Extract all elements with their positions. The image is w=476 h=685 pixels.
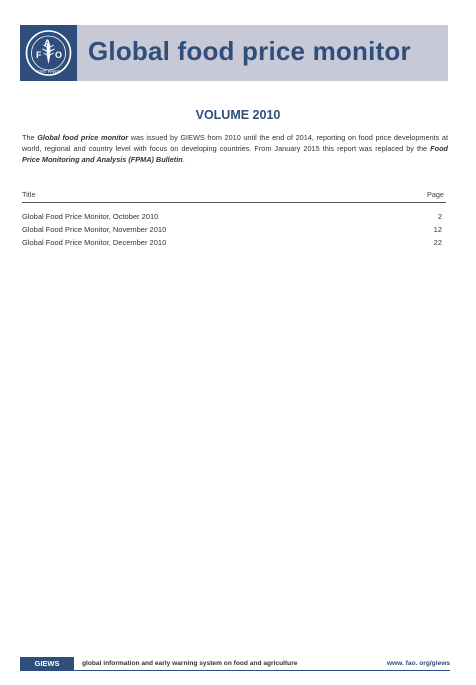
- fao-logo: [20, 25, 77, 81]
- toc-row-page: 2: [437, 212, 442, 221]
- footer-text: global information and early warning system on food and agriculture: [82, 660, 298, 667]
- toc-row-title[interactable]: Global Food Price Monitor, October 2010: [22, 212, 159, 221]
- footer-rule: [20, 670, 450, 671]
- toc-row[interactable]: [22, 210, 442, 223]
- logo-letter-a: A: [44, 38, 51, 48]
- footer-url-link[interactable]: www. fao. org/giews: [386, 660, 450, 667]
- toc-row[interactable]: [22, 223, 442, 236]
- toc-col-title: Title: [22, 190, 36, 199]
- logo-letter-f: F: [36, 50, 42, 60]
- toc-header: [22, 190, 444, 199]
- intro-text-2: was issued by GIEWS from 2010 until the end of 2014, reporting on food price developments at world, regional and country level with focus on developing countries. From January 2015 this report was replaced by the: [22, 133, 448, 153]
- logo-letter-o: O: [55, 50, 63, 60]
- toc-row-title[interactable]: Global Food Price Monitor, November 2010: [22, 225, 167, 234]
- logo-motto: FIAT PANIS: [37, 69, 61, 74]
- toc-divider: [22, 202, 446, 203]
- intro-text-1: The: [22, 133, 38, 142]
- intro-bold-bulletin: Food Price Monitoring and Analysis (FPMA) Bulletin: [22, 144, 448, 164]
- page-footer: [20, 657, 450, 671]
- toc-row-page: 12: [433, 225, 442, 234]
- intro-text-3: .: [182, 155, 185, 164]
- header-banner: [20, 25, 448, 81]
- toc-row[interactable]: [22, 236, 442, 249]
- fao-emblem-icon: [23, 28, 74, 78]
- intro-bold-title: Global food price monitor: [37, 133, 129, 142]
- toc-col-page: Page: [426, 190, 444, 199]
- volume-title: VOLUME 2010: [195, 108, 281, 122]
- toc-list: [22, 210, 442, 249]
- giews-label: GIEWS: [20, 657, 74, 670]
- intro-paragraph: [22, 132, 448, 165]
- toc-row-page: 22: [433, 238, 442, 247]
- page-title: Global food price monitor: [88, 36, 411, 66]
- toc-row-title[interactable]: Global Food Price Monitor, December 2010: [22, 238, 167, 247]
